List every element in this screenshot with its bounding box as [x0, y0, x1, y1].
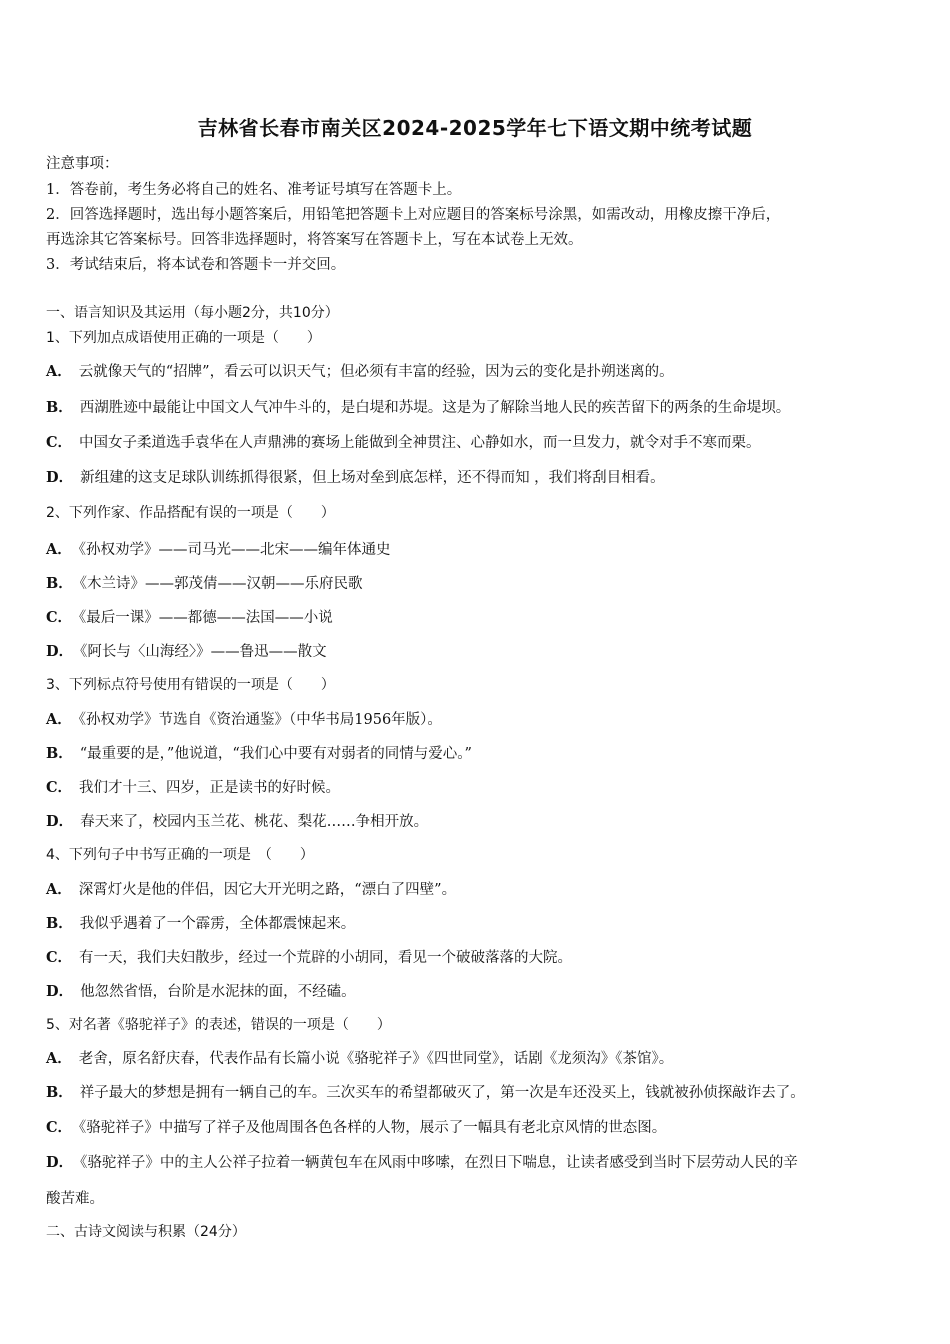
option-row: [46, 946, 572, 967]
option-letter: B．: [46, 915, 73, 932]
option-text: 《骆驼祥子》中描写了祥子及他周围各色各样的人物，展示了一幅具有老北京风情的世态图。: [79, 1120, 667, 1136]
option-text: 《孙权劝学》——司马光——北宋——编年体通史: [78, 542, 391, 558]
option-letter: C．: [46, 949, 73, 966]
option-text: 西湖胜迹中最能让中国文人气冲牛斗的，是白堤和苏堤。这是为了解除当地人民的疾苦留下的两条的生命堤坝。: [79, 400, 791, 416]
option-row: [46, 360, 674, 381]
notice-item: 1．答卷前，考生务必将自己的姓名、准考证号填写在答题卡上。: [46, 182, 462, 198]
question-stem: 5、对名著《骆驼祥子》的表述，错误的一项是（ ）: [46, 1017, 391, 1033]
option-letter: B．: [46, 745, 73, 762]
notice-heading: 注意事项：: [46, 156, 119, 172]
option-letter: B．: [46, 399, 73, 416]
option-letter: D．: [46, 1154, 74, 1171]
option-text: 老舍，原名舒庆春，代表作品有长篇小说《骆驼祥子》《四世同堂》，话剧《龙须沟》《茶馆》。: [78, 1051, 674, 1067]
option-text: 有一天，我们夫妇散步，经过一个荒辟的小胡同，看见一个破破落落的大院。: [79, 950, 573, 966]
option-row: [46, 980, 356, 1001]
option-letter: C．: [46, 1119, 73, 1136]
option-continuation: 酸苦难。: [46, 1191, 104, 1207]
option-letter: D．: [46, 813, 74, 830]
option-text: 我们才十三、四岁，正是读书的好时候。: [79, 780, 341, 796]
option-letter: B．: [46, 1084, 73, 1101]
option-row: [46, 431, 761, 452]
page-title: 吉林省长春市南关区2024-2025学年七下语文期中统考试题: [197, 116, 753, 140]
option-letter: A．: [46, 1050, 72, 1067]
option-row: [46, 1116, 666, 1137]
option-letter: B．: [46, 575, 73, 592]
option-row: [46, 810, 428, 831]
option-letter: A．: [46, 881, 72, 898]
question-stem: 2、下列作家、作品搭配有误的一项是（ ）: [46, 505, 335, 521]
option-letter: D．: [46, 469, 74, 486]
section-heading: 一、语言知识及其运用（每小题2分，共10分）: [46, 305, 339, 321]
option-row: [46, 708, 442, 729]
notice-item: 3．考试结束后，将本试卷和答题卡一并交回。: [46, 257, 346, 273]
option-text: 他忽然省悟，台阶是水泥抹的面，不经磕。: [80, 984, 356, 1000]
option-letter: C．: [46, 609, 73, 626]
option-text: 深霄灯火是他的伴侣，因它大开光明之路，“漂白了四壁”。: [78, 882, 457, 898]
option-row: [46, 606, 333, 627]
notice-item: 2．回答选择题时，选出每小题答案后，用铅笔把答题卡上对应题目的答案标号涂黑，如需改动，用橡皮擦干净后，: [46, 207, 781, 223]
option-text: 《孙权劝学》节选自《资治通鉴》（中华书局1956年版）。: [78, 712, 442, 728]
option-text: 云就像天气的“招牌”，看云可以识天气；但必须有丰富的经验，因为云的变化是扑朔迷离的。: [78, 364, 674, 380]
option-row: [46, 396, 790, 417]
option-row: [46, 640, 327, 661]
option-letter: A．: [46, 363, 72, 380]
question-stem: 1、下列加点成语使用正确的一项是（ ）: [46, 330, 321, 346]
option-text: 《木兰诗》——郭茂倩——汉朝——乐府民歌: [79, 576, 363, 592]
option-text: 《骆驼祥子》中的主人公祥子拉着一辆黄包车在风雨中哆嗦，在烈日下喘息，让读者感受到当时下层劳动人民的辛: [80, 1155, 798, 1171]
option-text: 《最后一课》——都德——法国——小说: [79, 610, 333, 626]
option-row: [46, 572, 363, 593]
option-text: 新组建的这支足球队训练抓得很紧，但上场对垒到底怎样，还不得而知 ，我们将刮目相看。: [80, 470, 665, 486]
option-letter: A．: [46, 541, 72, 558]
question-stem: 3、下列标点符号使用有错误的一项是（ ）: [46, 677, 335, 693]
option-text: “最重要的是，”他说道，“我们心中要有对弱者的同情与爱心。”: [79, 746, 472, 762]
option-text: 《阿长与〈山海经〉》——鲁迅——散文: [80, 644, 327, 660]
option-row: [46, 776, 340, 797]
section-heading: 二、古诗文阅读与积累（24分）: [46, 1224, 246, 1240]
option-row: [46, 1047, 673, 1068]
option-row: [46, 912, 355, 933]
option-letter: D．: [46, 643, 74, 660]
option-row: [46, 1081, 805, 1102]
notice-item: 再选涂其它答案标号。回答非选择题时，将答案写在答题卡上，写在本试卷上无效。: [46, 232, 583, 248]
option-row: [46, 1151, 798, 1172]
option-row: [46, 878, 456, 899]
option-text: 祥子最大的梦想是拥有一辆自己的车。三次买车的希望都破灭了，第一次是车还没买上，钱就被孙侦探敲诈去了。: [79, 1085, 805, 1101]
option-row: [46, 538, 391, 559]
option-row: [46, 466, 665, 487]
option-text: 中国女子柔道选手袁华在人声鼎沸的赛场上能做到全神贯注、心静如水，而一旦发力，就令对手不寒而栗。: [79, 435, 761, 451]
question-stem: 4、下列句子中书写正确的一项是 （ ）: [46, 847, 314, 863]
option-text: 我似乎遇着了一个霹雳，全体都震悚起来。: [79, 916, 356, 932]
option-letter: D．: [46, 983, 74, 1000]
option-letter: A．: [46, 711, 72, 728]
option-row: [46, 742, 472, 763]
option-text: 春天来了，校园内玉兰花、桃花、梨花……争相开放。: [80, 814, 429, 830]
option-letter: C．: [46, 779, 73, 796]
option-letter: C．: [46, 434, 73, 451]
